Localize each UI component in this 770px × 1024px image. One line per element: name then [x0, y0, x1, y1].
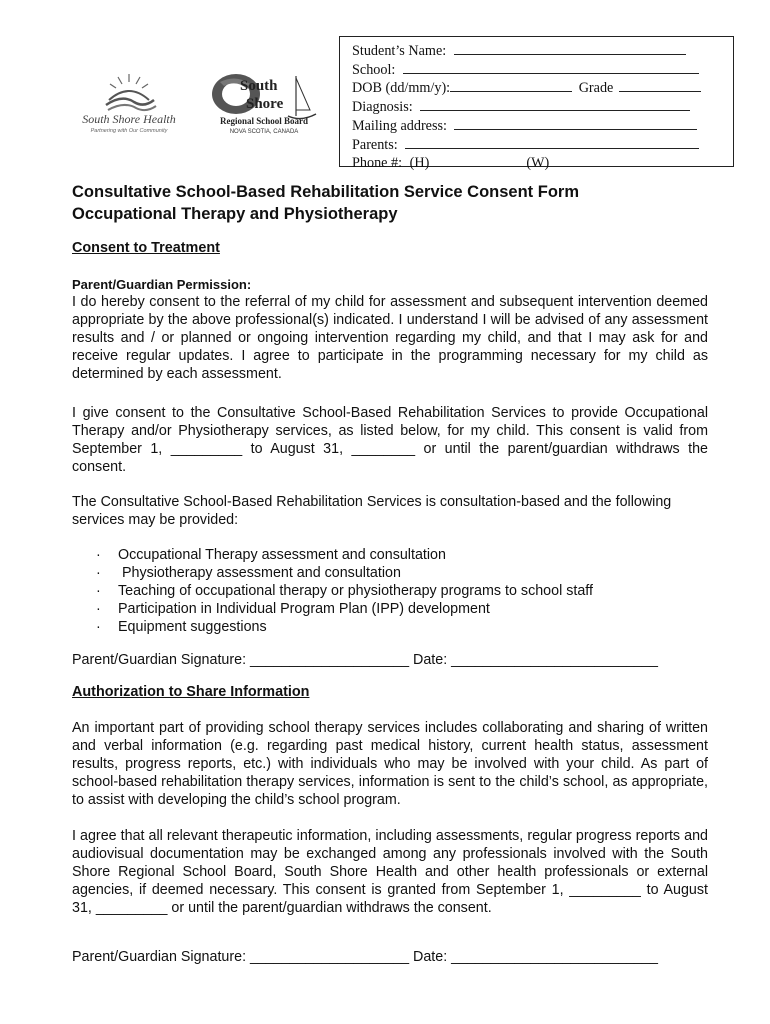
dob-row: [352, 79, 733, 98]
authorization-paragraph-1: An important part of providing school therapy services includes collaborating and sharing of written and verbal information (e.g. regarding past medical history, current health status, assessment results, progress reports, etc.) with individuals who may be involved with your child. As part of school-based rehabilitation therapy services, information is sent to the child’s school, as appropriate, to assist with developing the child’s school program.: [72, 720, 708, 808]
dob-label: DOB (dd/mm/y):: [352, 80, 451, 97]
bullet-icon: ·: [96, 601, 101, 617]
dob-field[interactable]: [450, 79, 572, 92]
school-board-logo: [206, 70, 324, 136]
consent-signature-line[interactable]: Parent/Guardian Signature: ____________________ Date: __________________________: [72, 652, 658, 668]
board-word-south: South: [240, 78, 278, 94]
consent-heading: Consent to Treatment: [72, 240, 220, 256]
service-label: Participation in Individual Program Plan (IPP) development: [118, 601, 490, 617]
diagnosis-row: [352, 98, 733, 117]
bullet-icon: ·: [96, 583, 101, 599]
list-item: [72, 600, 708, 618]
grade-field[interactable]: [619, 79, 701, 92]
authorization-paragraph-2: I agree that all relevant therapeutic information, including assessments, regular progress reports and audiovisual documentation may be exchanged among any professionals involved with the South Shore Regional School Board, South Shore Health and other health professionals or external agencies, if deemed necessary. This consent is granted from September 1, _________ to August 31, _________ or until the parent/guardian withdraws the consent.: [72, 828, 708, 916]
parents-label: Parents:: [352, 136, 398, 153]
school-row: [352, 61, 733, 80]
header-logos: [74, 70, 334, 140]
consent-paragraph-3: The Consultative School-Based Rehabilitation Services is consultation-based and the following services may be provided:: [72, 494, 672, 528]
page-title: [72, 181, 708, 225]
student-name-row: [352, 42, 733, 61]
services-list: [72, 546, 708, 636]
student-info-box: [339, 36, 734, 172]
board-word-shore: Shore: [246, 96, 284, 112]
bullet-icon: ·: [96, 547, 101, 563]
phone-work-field[interactable]: [555, 154, 651, 167]
title-line-1: Consultative School-Based Rehabilitation Service Consent Form: [72, 183, 580, 201]
consent-paragraph-2: I give consent to the Consultative School-Based Rehabilitation Services to provide Occupational Therapy and/or Physiotherapy services, as listed below, for my child. This consent is valid from September 1, _________ to August 31, ________ or until the parent/guardian withdraws the consent.: [72, 405, 708, 475]
title-line-2: Occupational Therapy and Physiotherapy: [72, 205, 398, 223]
phone-row: [352, 154, 733, 173]
ssh-name: South Shore Health: [82, 112, 176, 126]
list-item: [72, 546, 708, 564]
phone-home-label: (H): [409, 155, 430, 172]
list-item: [72, 582, 708, 600]
service-label: Equipment suggestions: [118, 619, 267, 635]
board-location: NOVA SCOTIA, CANADA: [229, 129, 299, 135]
student-name-label: Student’s Name:: [352, 43, 447, 59]
authorization-signature-line[interactable]: Parent/Guardian Signature: ____________________ Date: __________________________: [72, 949, 658, 965]
bullet-icon: ·: [96, 619, 101, 635]
phone-home-field[interactable]: [435, 154, 513, 167]
service-label: Occupational Therapy assessment and consultation: [118, 547, 446, 563]
student-name-field[interactable]: [454, 42, 686, 55]
parents-field[interactable]: [405, 136, 699, 149]
board-name: Regional School Board: [219, 116, 309, 126]
grade-label: Grade: [578, 80, 614, 97]
diagnosis-label: Diagnosis:: [352, 99, 413, 116]
bullet-icon: ·: [96, 565, 101, 581]
list-item: [72, 564, 708, 582]
mailing-address-field[interactable]: [454, 117, 697, 130]
address-row: [352, 117, 733, 136]
phone-label: Phone #:: [352, 155, 403, 172]
consent-paragraph-1: I do hereby consent to the referral of my child for assessment and subsequent intervention deemed appropriate by the above professional(s) indicated. I understand I will be advised of any assessment results and / or planned or ongoing intervention regarding my child, and that I may ask for and receive regular updates. I agree to participate in the programming necessary for my child as determined by each assessment.: [72, 294, 708, 382]
phone-work-label: (W): [526, 155, 550, 172]
south-shore-health-logo: [74, 70, 184, 136]
mailing-address-label: Mailing address:: [352, 117, 447, 134]
service-label: Teaching of occupational therapy or physiotherapy programs to school staff: [118, 583, 593, 599]
parents-row: [352, 136, 733, 155]
service-label: Physiotherapy assessment and consultation: [118, 565, 401, 581]
school-field[interactable]: [403, 61, 699, 74]
diagnosis-field[interactable]: [420, 98, 690, 111]
school-label: School:: [352, 61, 396, 78]
ssh-tagline: Partnering with Our Community: [90, 128, 168, 134]
list-item: [72, 618, 708, 636]
authorization-heading: Authorization to Share Information: [72, 684, 310, 700]
permission-label: Parent/Guardian Permission:: [72, 277, 252, 292]
